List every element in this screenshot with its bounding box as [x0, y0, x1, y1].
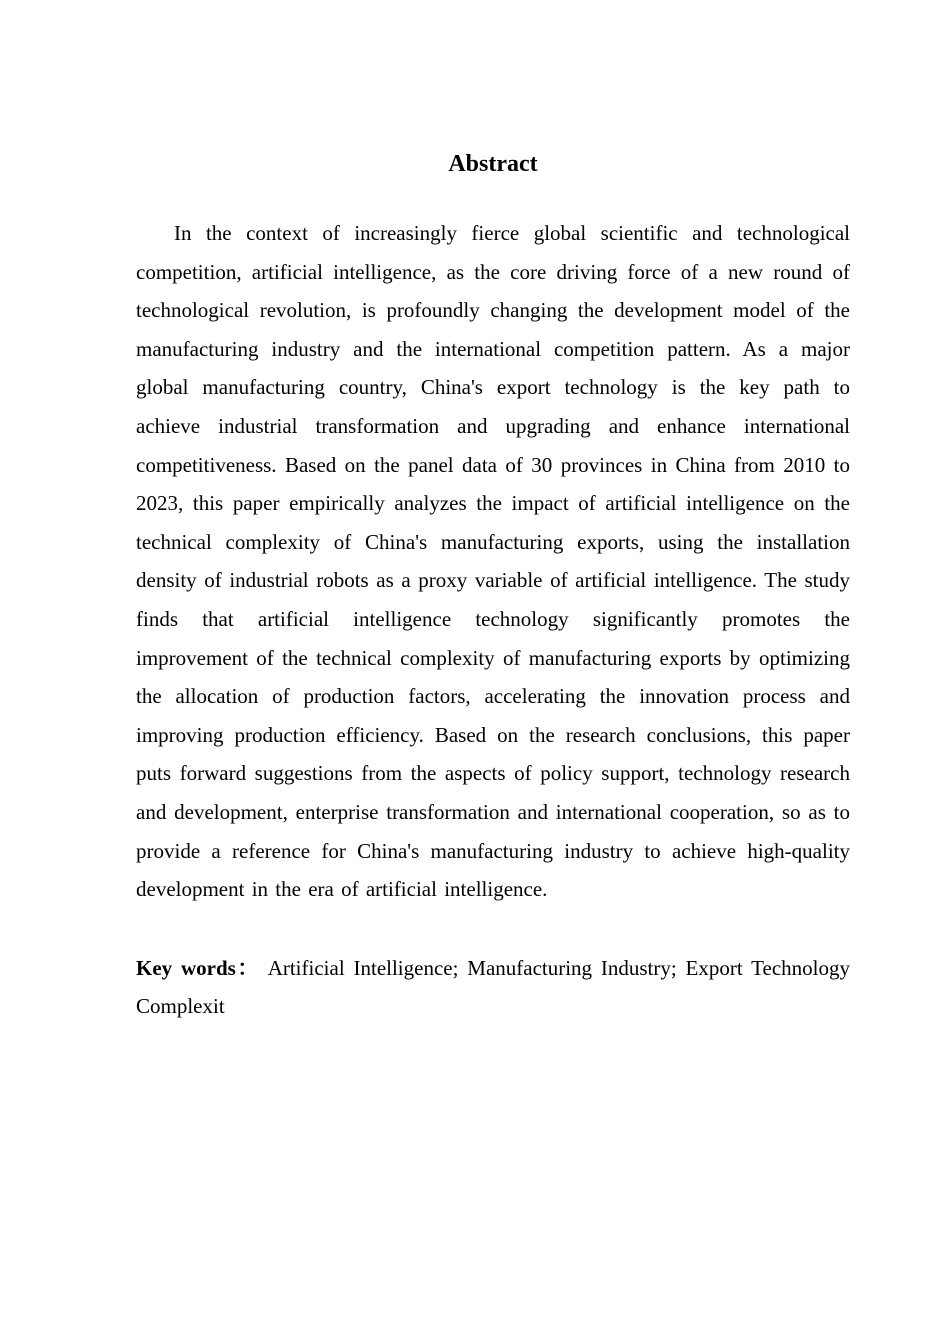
- keywords-text: Artificial Intelligence; Manufacturing Industry; Export Technology Complexit: [136, 955, 850, 1019]
- keywords-label: Key words：: [136, 955, 260, 980]
- abstract-page: [136, 150, 850, 1026]
- abstract-title: Abstract: [448, 151, 538, 177]
- keywords-line: [136, 949, 850, 1026]
- abstract-body: In the context of increasingly fierce global scientific and technological competition, artificial intelligence, as the core driving force of a new round of technological revolution, is profoundly changing the development model of the manufacturing industry and the international competition pattern. As a major global manufacturing country, China's export technology is the key path to achieve industrial transformation and upgrading and enhance international competitiveness. Based on the panel data of 30 provinces in China from 2010 to 2023, this paper empirically analyzes the impact of artificial intelligence on the technical complexity of China's manufacturing exports, using the installation density of industrial robots as a proxy variable of artificial intelligence. The study finds that artificial intelligence technology significantly promotes the improvement of the technical complexity of manufacturing exports by optimizing the allocation of production factors, accelerating the innovation process and improving production efficiency. Based on the research conclusions, this paper puts forward suggestions from the aspects of policy support, technology research and development, enterprise transformation and international cooperation, so as to provide a reference for China's manufacturing industry to achieve high-quality development in the era of artificial intelligence.: [136, 221, 850, 902]
